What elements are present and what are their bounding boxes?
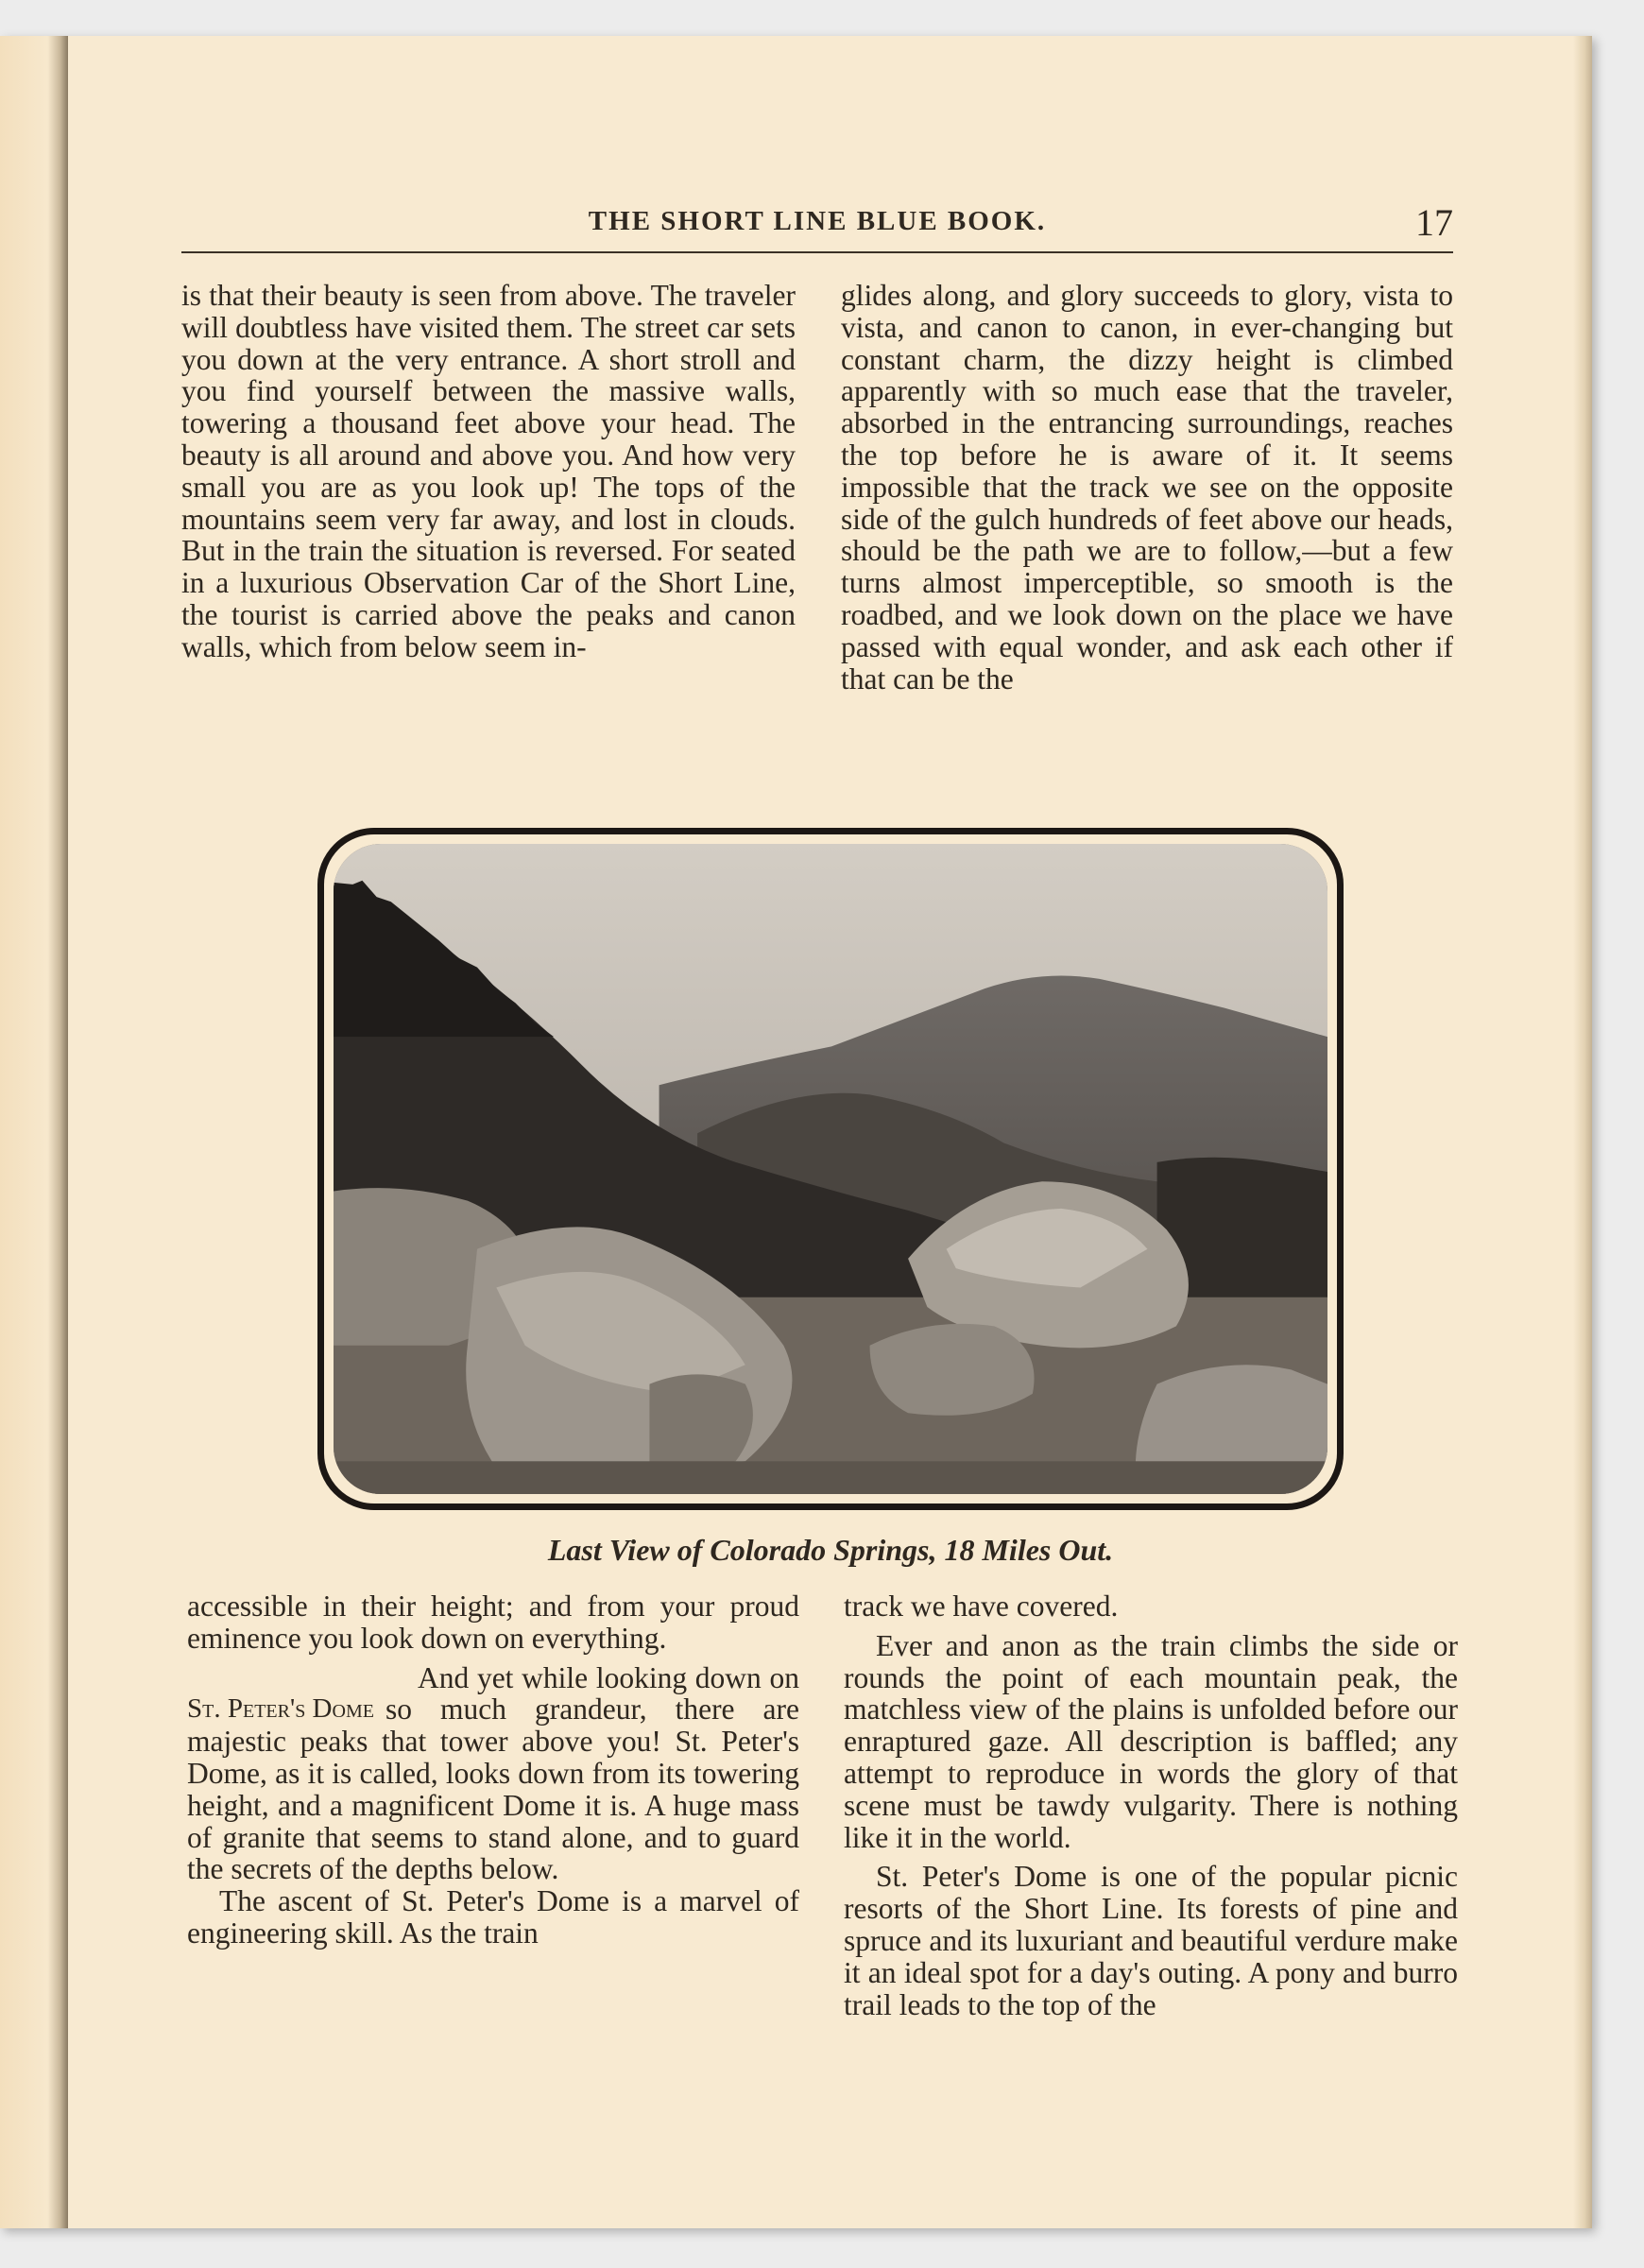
paragraph: track we have covered. [844, 1589, 1119, 1623]
paragraph: accessible in their height; and from your proud eminence you look down on everything. [187, 1589, 799, 1655]
page-number: 17 [1415, 201, 1453, 244]
bottom-right-column [844, 1590, 1458, 2020]
top-left-column [181, 280, 796, 663]
paragraph: St. Peter's Dome is one of the popular picnic resorts of the Short Line. Its forests of pine and spruce and its luxuriant and beautiful verdure make it an ideal spot for a day's outing. A pony and burro trail leads to the top of the [844, 1860, 1458, 2021]
mountain-photo [334, 844, 1327, 1494]
bottom-left-column [187, 1590, 799, 1950]
sidenote-block [187, 1662, 799, 1886]
paragraph: And yet while looking down on so much grandeur, there are majestic peaks that tower above you! St. Peter's Dome, as it is called, looks down from its towering height, and a magnificent Dome it is. A huge mass of granite that seems to stand alone, and to guard the secrets of the depths below. [187, 1660, 799, 1886]
paragraph: The ascent of St. Peter's Dome is a marvel of engineering skill. As the train [187, 1884, 799, 1950]
binding-gutter [0, 36, 68, 2228]
figure-caption: Last View of Colorado Springs, 18 Miles Out. [547, 1533, 1114, 1567]
page-edge [1573, 36, 1592, 2228]
paragraph: is that their beauty is seen from above. The traveler will doubtless have visited them. The street car sets you down at the very entrance. A short stroll and you find yourself between the massive walls, towering a thousand feet above your head. The beauty is all around and above you. And how very small you are as you look up! The tops of the mountains seem very far away, and lost in clouds. But in the train the situation is reversed. For seated in a luxurious Observation Car of the Short Line, the tourist is carried above the peaks and canon walls, which from below seem in- [181, 279, 796, 663]
running-header [181, 201, 1453, 253]
paragraph: glides along, and glory succeeds to glory, vista to vista, and canon to canon, in ever-changing but constant charm, the dizzy height is climbed apparently with so much ease that the traveler, absorbed in the entrancing surroundings, reaches the top before he is aware of it. It seems impossible that the track we see on the opposite side of the gulch hundreds of feet above our heads, should be the path we are to follow,—but a few turns almost imperceptible, so smooth is the roadbed, and we look down on the place we have passed with equal wonder, and ask each other if that can be the [841, 279, 1453, 696]
marginal-heading: St. Peter's Dome [187, 1693, 374, 1725]
mountain-landscape-image [334, 844, 1327, 1494]
photo-frame [317, 828, 1344, 1510]
top-right-column [841, 280, 1453, 695]
running-title: THE SHORT LINE BLUE BOOK. [588, 206, 1047, 236]
paragraph: Ever and anon as the train climbs the side or rounds the point of each mountain peak, the matchless view of the plains is unfolded before our enraptured gaze. All description is baffled; any attempt to reproduce in words the glory of that scene must be tawdy vulgarity. There is nothing like it in the world. [844, 1628, 1458, 1854]
